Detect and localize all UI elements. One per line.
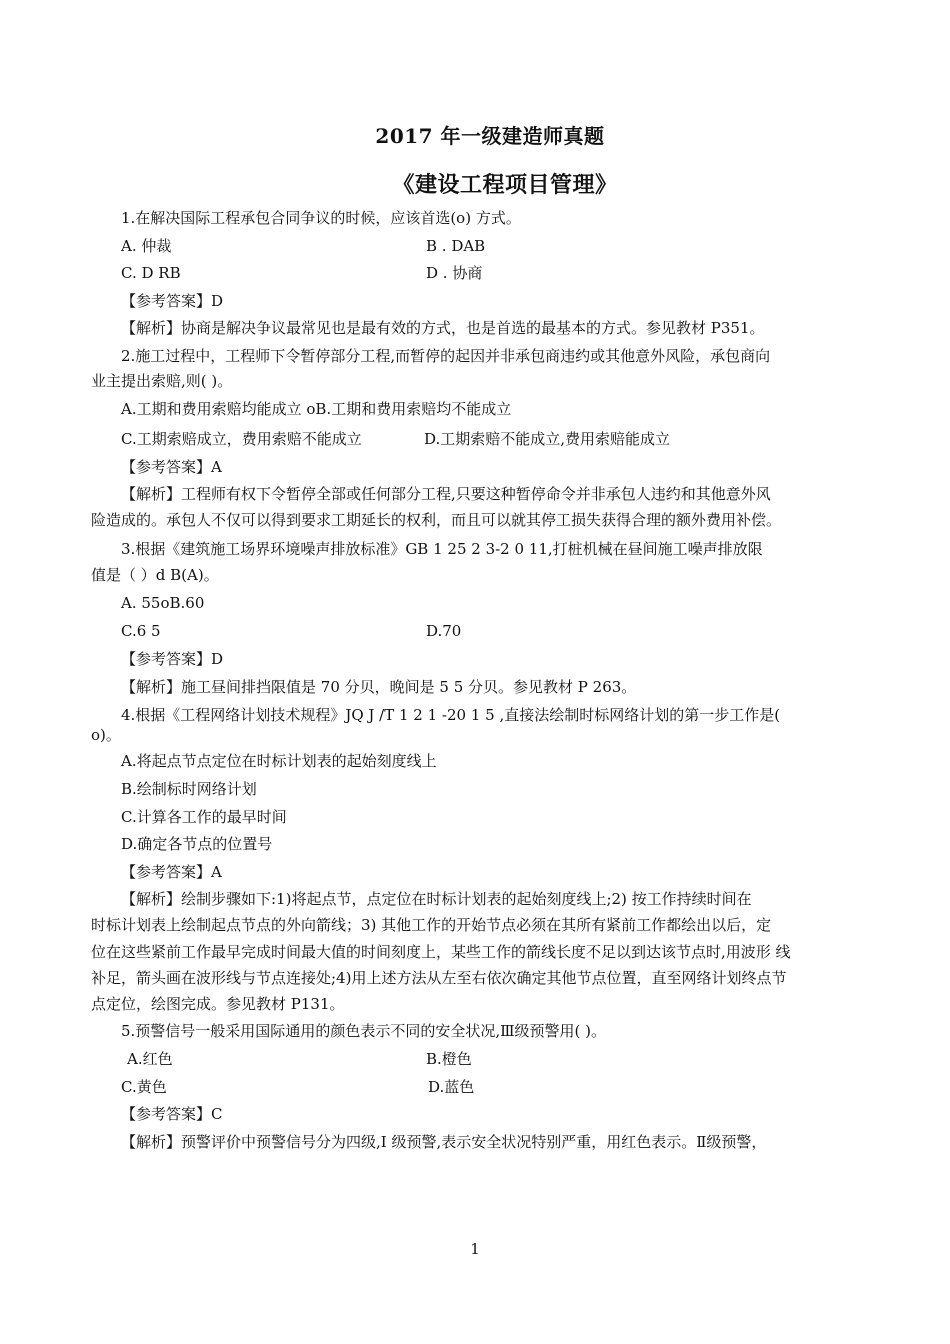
q2-option-ab: A.工期和费用索赔均能成立 oB.工期和费用索赔均不能成立 — [121, 400, 512, 418]
q2-option-c: C.工期索赔成立，费用索赔不能成立 — [121, 430, 362, 448]
q4-analysis-line1: 【解析】绘制步骤如下:1)将起点节，点定位在时标计划表的起始刻度线上;2) 按工作持续时间在 — [121, 890, 752, 908]
q4-analysis-line4: 补足，箭头画在波形线与节点连接处;4)用上述方法从左至右依次确定其他节点位置，直至网络计划终点节 — [91, 969, 787, 987]
q1-option-d: D . 协商 — [426, 264, 483, 282]
q5-option-d: D.蓝色 — [428, 1078, 475, 1096]
q4-stem-line2: o)。 — [91, 726, 121, 744]
page-number: 1 — [470, 1240, 480, 1258]
q2-stem-line2: 业主提出索赔,则( )。 — [91, 372, 233, 390]
q2-answer: 【参考答案】A — [121, 458, 222, 476]
q4-analysis-line5: 点定位，绘图完成。参见教材 P131。 — [91, 995, 345, 1013]
q4-option-a: A.将起点节点定位在时标计划表的起始刻度线上 — [121, 752, 437, 770]
q5-stem: 5.预警信号一般采用国际通用的颜色表示不同的安全状况,Ⅲ级预警用( )。 — [121, 1022, 607, 1040]
q5-option-b: B.橙色 — [426, 1050, 472, 1068]
q5-option-a: A.红色 — [127, 1050, 173, 1068]
q2-option-d: D.工期索赔不能成立,费用索赔能成立 — [424, 430, 671, 448]
q4-answer: 【参考答案】A — [121, 863, 222, 881]
q4-analysis-line3: 位在这些紧前工作最早完成时间最大值的时间刻度上，某些工作的箭线长度不足以到达该节点时,用波形 线 — [91, 943, 791, 961]
q3-stem-line1: 3.根据《建筑施工场界环境噪声排放标准》GB 1 25 2 3-2 0 11,打桩机械在昼间施工噪声排放限 — [121, 540, 763, 558]
q2-analysis-line2: 险造成的。承包人不仅可以得到要求工期延长的权利，而且可以就其停工损失获得合理的额外费用补偿。 — [91, 511, 782, 529]
q1-option-a: A. 仲裁 — [121, 237, 172, 255]
q5-answer: 【参考答案】C — [121, 1105, 223, 1123]
page-title: 2017 年一级建造师真题 — [375, 124, 605, 148]
q2-analysis-line1: 【解析】工程师有权下令暂停全部或任何部分工程,只要这种暂停命令并非承包人违约和其他意外风 — [121, 485, 771, 503]
q1-option-b: B . DAB — [426, 237, 486, 255]
q4-option-b: B.绘制标时网络计划 — [121, 780, 257, 798]
q4-option-c: C.计算各工作的最早时间 — [121, 808, 287, 826]
q1-option-c: C. D RB — [121, 264, 181, 282]
q3-answer: 【参考答案】D — [121, 650, 224, 668]
q1-answer: 【参考答案】D — [121, 292, 224, 310]
q3-option-c: C.6 5 — [121, 622, 161, 640]
q3-option-ab: A. 55oB.60 — [121, 594, 205, 612]
q2-stem-line1: 2.施工过程中，工程师下令暂停部分工程,而暂停的起因并非承包商违约或其他意外风险，承包商向 — [121, 347, 771, 365]
q3-option-d: D.70 — [426, 622, 462, 640]
q3-stem-line2: 值是（ ）d B(A)。 — [91, 566, 219, 584]
q1-stem: 1.在解决国际工程承包合同争议的时候，应该首选(o) 方式。 — [121, 209, 521, 227]
q1-analysis: 【解析】协商是解决争议最常见也是最有效的方式，也是首选的最基本的方式。参见教材 P351。 — [121, 319, 765, 337]
q4-option-d: D.确定各节点的位置号 — [121, 835, 273, 853]
q3-analysis: 【解析】施工昼间排挡限值是 70 分贝，晚间是 5 5 分贝。参见教材 P 263。 — [121, 678, 637, 696]
q5-analysis: 【解析】预警评价中预警信号分为四级,Ⅰ 级预警,表示安全状况特别严重，用红色表示。Ⅱ级预警， — [121, 1133, 767, 1151]
page-subtitle: 《建设工程项目管理》 — [392, 172, 618, 198]
q4-analysis-line2: 时标计划表上绘制起点节点的外向箭线；3) 其他工作的开始节点必须在其所有紧前工作都绘出以后，定 — [91, 916, 772, 934]
q4-stem-line1: 4.根据《工程网络计划技术规程》JQ J /T 1 2 1 -20 1 5 ,直接法绘制时标网络计划的第一步工作是( — [121, 706, 781, 724]
q5-option-c: C.黄色 — [121, 1078, 167, 1096]
